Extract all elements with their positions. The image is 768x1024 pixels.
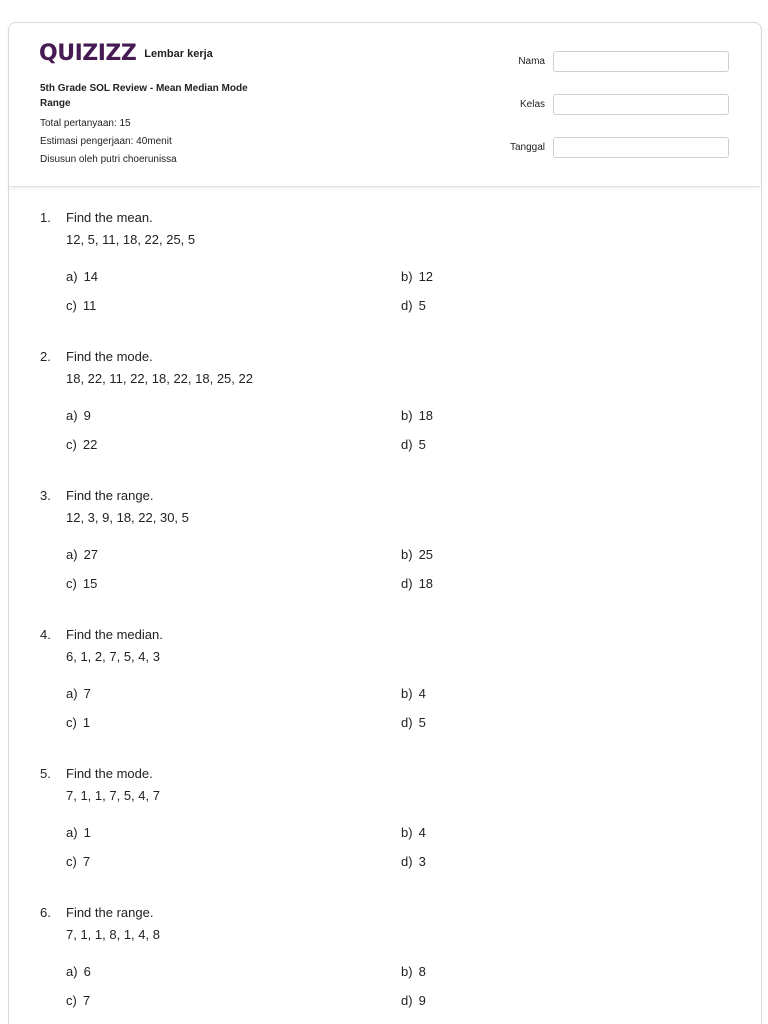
option-letter: c) xyxy=(66,993,77,1008)
option-a[interactable] xyxy=(66,269,98,284)
worksheet-label: Lembar kerja xyxy=(144,48,213,60)
option-text: 5 xyxy=(418,715,426,730)
option-letter: b) xyxy=(401,964,413,979)
option-letter: d) xyxy=(401,854,413,869)
name-label: Nama xyxy=(518,56,545,67)
question-5 xyxy=(40,766,740,905)
date-field[interactable] xyxy=(553,137,729,158)
option-text: 25 xyxy=(418,547,434,562)
estimated-time: Estimasi pengerjaan: 40menit xyxy=(40,136,172,147)
option-a[interactable] xyxy=(66,547,98,562)
option-c[interactable] xyxy=(66,437,97,452)
worksheet-meta xyxy=(40,81,280,169)
question-number: 2. xyxy=(40,349,51,364)
option-letter: d) xyxy=(401,715,413,730)
class-field[interactable] xyxy=(553,94,729,115)
question-prompt: Find the mode. xyxy=(66,349,153,364)
date-field-row xyxy=(480,137,729,158)
option-c[interactable] xyxy=(66,715,90,730)
author-line: Disusun oleh putri choerunissa xyxy=(40,154,177,165)
option-c[interactable] xyxy=(66,298,96,313)
option-letter: b) xyxy=(401,408,413,423)
option-a[interactable] xyxy=(66,686,91,701)
option-letter: c) xyxy=(66,854,77,869)
option-letter: a) xyxy=(66,686,78,701)
question-1 xyxy=(40,210,740,349)
option-a[interactable] xyxy=(66,964,91,979)
question-prompt: Find the mean. xyxy=(66,210,153,225)
option-text: 22 xyxy=(82,437,98,452)
option-text: 12 xyxy=(418,269,434,284)
option-d[interactable] xyxy=(401,715,426,730)
option-b[interactable] xyxy=(401,686,426,701)
option-letter: b) xyxy=(401,686,413,701)
option-letter: d) xyxy=(401,298,413,313)
option-letter: c) xyxy=(66,437,77,452)
option-b[interactable] xyxy=(401,964,426,979)
date-label: Tanggal xyxy=(509,142,545,153)
class-field-row xyxy=(480,94,729,115)
option-letter: c) xyxy=(66,715,77,730)
option-letter: b) xyxy=(401,547,413,562)
option-d[interactable] xyxy=(401,437,426,452)
question-data: 12, 5, 11, 18, 22, 25, 5 xyxy=(66,232,196,247)
option-d[interactable] xyxy=(401,854,426,869)
option-letter: b) xyxy=(401,825,413,840)
option-letter: c) xyxy=(66,298,77,313)
option-letter: d) xyxy=(401,993,413,1008)
option-text: 8 xyxy=(418,964,426,979)
option-text: 7 xyxy=(82,854,91,869)
option-b[interactable] xyxy=(401,269,433,284)
option-text: 1 xyxy=(82,715,91,730)
option-letter: d) xyxy=(401,576,413,591)
question-number: 4. xyxy=(40,627,51,642)
question-prompt: Find the mode. xyxy=(66,766,153,781)
question-data: 7, 1, 1, 7, 5, 4, 7 xyxy=(66,788,160,803)
question-number: 3. xyxy=(40,488,51,503)
question-number: 6. xyxy=(40,905,51,920)
option-letter: a) xyxy=(66,825,78,840)
question-data: 7, 1, 1, 8, 1, 4, 8 xyxy=(66,927,160,942)
question-data: 12, 3, 9, 18, 22, 30, 5 xyxy=(66,510,189,525)
option-letter: a) xyxy=(66,408,78,423)
option-d[interactable] xyxy=(401,298,426,313)
option-d[interactable] xyxy=(401,576,433,591)
option-letter: a) xyxy=(66,964,78,979)
option-text: 27 xyxy=(83,547,99,562)
name-field-row xyxy=(480,51,729,72)
question-prompt: Find the median. xyxy=(66,627,163,642)
name-field[interactable] xyxy=(553,51,729,72)
option-a[interactable] xyxy=(66,825,91,840)
option-c[interactable] xyxy=(66,993,90,1008)
question-number: 1. xyxy=(40,210,51,225)
option-a[interactable] xyxy=(66,408,91,423)
option-text: 18 xyxy=(418,576,434,591)
option-letter: d) xyxy=(401,437,413,452)
option-letter: a) xyxy=(66,547,78,562)
option-text: 7 xyxy=(82,993,91,1008)
question-prompt: Find the range. xyxy=(66,905,154,920)
option-text: 18 xyxy=(418,408,434,423)
option-text: 1 xyxy=(83,825,91,840)
option-text: 9 xyxy=(418,993,426,1008)
total-questions: Total pertanyaan: 15 xyxy=(40,118,131,129)
option-text: 14 xyxy=(83,269,99,284)
option-c[interactable] xyxy=(66,854,90,869)
option-text: 7 xyxy=(83,686,91,701)
question-4 xyxy=(40,627,740,766)
question-list xyxy=(40,210,740,1024)
option-text: 5 xyxy=(418,437,426,452)
question-data: 18, 22, 11, 22, 18, 22, 18, 25, 22 xyxy=(66,371,253,386)
question-2 xyxy=(40,349,740,488)
option-b[interactable] xyxy=(401,825,426,840)
option-b[interactable] xyxy=(401,408,433,423)
brand-wordmark: QUIZIZZ xyxy=(39,41,137,66)
option-text: 5 xyxy=(418,298,426,313)
option-letter: a) xyxy=(66,269,78,284)
option-d[interactable] xyxy=(401,993,426,1008)
option-text: 6 xyxy=(83,964,91,979)
question-6 xyxy=(40,905,740,1024)
option-text: 11 xyxy=(82,298,97,313)
option-letter: c) xyxy=(66,576,77,591)
worksheet-title: 5th Grade SOL Review - Mean Median Mode Range xyxy=(40,83,248,109)
question-number: 5. xyxy=(40,766,51,781)
class-label: Kelas xyxy=(519,99,545,110)
question-3 xyxy=(40,488,740,627)
option-text: 4 xyxy=(418,825,426,840)
option-letter: b) xyxy=(401,269,413,284)
option-text: 9 xyxy=(83,408,91,423)
option-c[interactable] xyxy=(66,576,97,591)
question-data: 6, 1, 2, 7, 5, 4, 3 xyxy=(66,649,160,664)
option-text: 15 xyxy=(82,576,98,591)
option-text: 4 xyxy=(418,686,426,701)
quizizz-logo xyxy=(39,41,213,67)
option-b[interactable] xyxy=(401,547,433,562)
question-prompt: Find the range. xyxy=(66,488,154,503)
option-text: 3 xyxy=(418,854,426,869)
